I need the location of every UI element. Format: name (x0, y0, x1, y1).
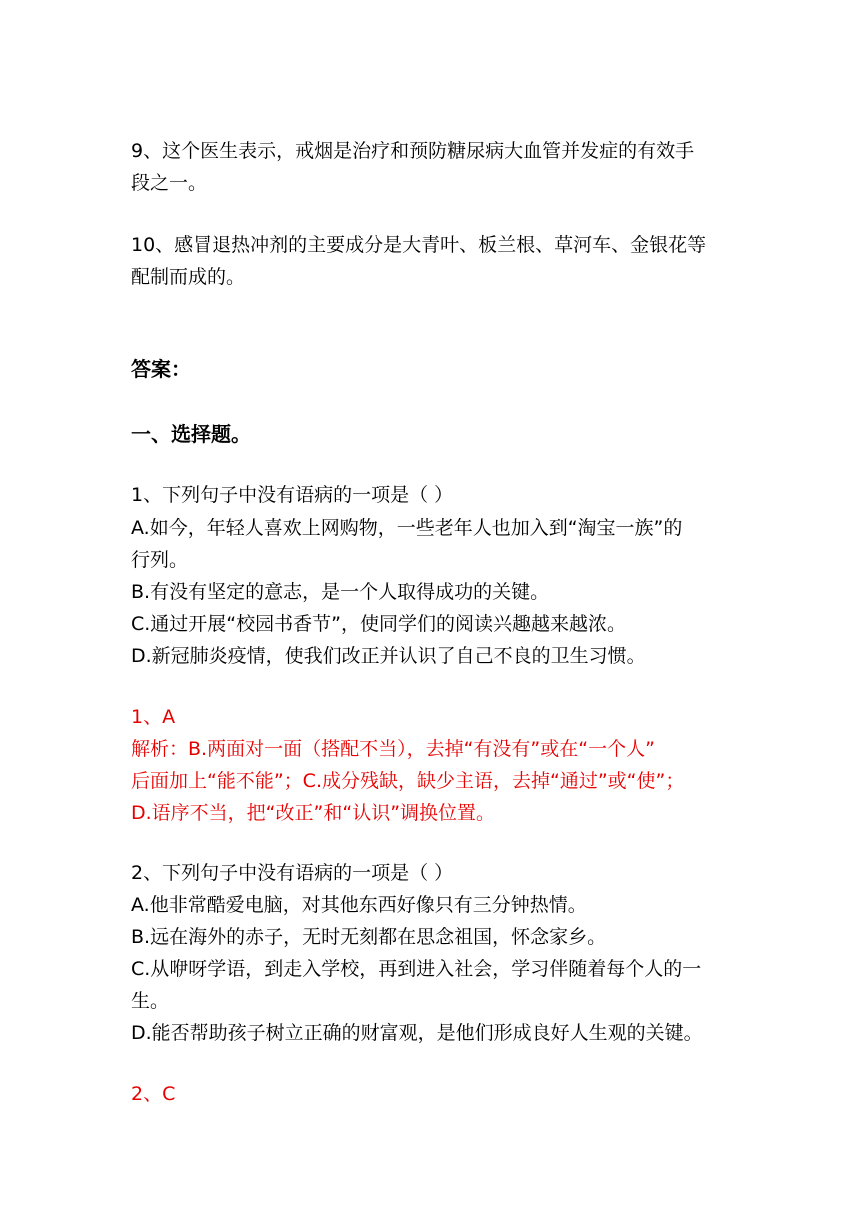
question-1-option-a-line-1: A.如今，年轻人喜欢上网购物，一些老年人也加入到“淘宝一族”的 (131, 517, 683, 539)
question-2-option-c-line-2: 生。 (131, 990, 170, 1012)
question-2-option-d: D.能否帮助孩子树立正确的财富观，是他们形成良好人生观的关键。 (131, 1022, 703, 1044)
answer-1-label: 1、A (131, 706, 176, 728)
question-2-option-a: A.他非常酷爱电脑，对其他东西好像只有三分钟热情。 (131, 894, 587, 916)
answer-1-explanation-line-2: 后面加上“能不能”；C.成分残缺，缺少主语，去掉“通过”或“使”； (131, 770, 685, 792)
answers-heading: 答案： (131, 357, 191, 381)
q10-line-1: 10、感冒退热冲剂的主要成分是大青叶、板兰根、草河车、金银花等 (131, 234, 707, 256)
question-1-option-a-line-2: 行列。 (131, 549, 189, 571)
q9-line-2: 段之一。 (131, 172, 208, 194)
question-1-option-d: D.新冠肺炎疫情，使我们改正并认识了自己不良的卫生习惯。 (131, 645, 646, 667)
answer-1-explanation-line-1: 解析：B.两面对一面（搭配不当），去掉“有没有”或在“一个人” (131, 738, 655, 760)
answer-1-explanation-line-3: D.语序不当，把“改正”和“认识”调换位置。 (131, 802, 496, 824)
question-1-option-c: C.通过开展“校园书香节”，使同学们的阅读兴趣越来越浓。 (131, 613, 626, 635)
question-1-stem: 1、下列句子中没有语病的一项是（ ） (131, 484, 454, 506)
q9-line-1: 9、这个医生表示，戒烟是治疗和预防糖尿病大血管并发症的有效手 (131, 140, 695, 162)
answer-2-label: 2、C (131, 1083, 176, 1105)
q10-line-2: 配制而成的。 (131, 266, 246, 288)
question-1-option-b: B.有没有坚定的意志，是一个人取得成功的关键。 (131, 581, 550, 603)
question-2-stem: 2、下列句子中没有语病的一项是（ ） (131, 862, 454, 884)
question-2-option-b: B.远在海外的赤子，无时无刻都在思念祖国，怀念家乡。 (131, 926, 607, 948)
section-heading: 一、选择题。 (131, 422, 251, 446)
question-2-option-c-line-1: C.从咿呀学语，到走入学校，再到进入社会，学习伴随着每个人的一 (131, 958, 702, 980)
